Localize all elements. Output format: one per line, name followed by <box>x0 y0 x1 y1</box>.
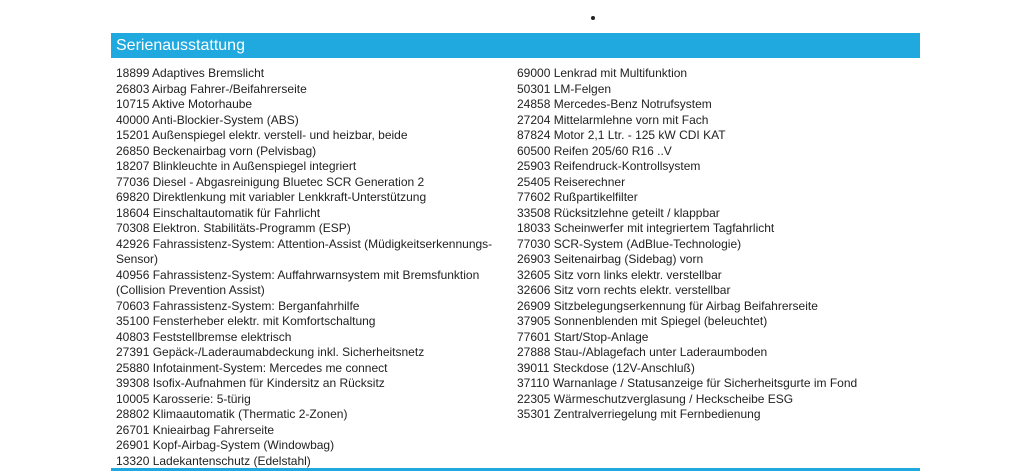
equipment-item: 77601 Start/Stop-Anlage <box>517 329 649 344</box>
equipment-item: 13320 Ladekantenschutz (Edelstahl) <box>116 453 311 468</box>
equipment-item: 22305 Wärmeschutzverglasung / Heckscheibe ESG <box>517 391 794 406</box>
bullet-dot <box>591 16 595 20</box>
equipment-item: 32606 Sitz vorn rechts elektr. verstellbar <box>517 283 731 297</box>
equipment-item: 27391 Gepäck-/Laderaumabdeckung inkl. Sicherheitsnetz <box>116 345 425 359</box>
equipment-item: 25880 Infotainment-System: Mercedes me connect <box>116 360 388 375</box>
equipment-item: 18033 Scheinwerfer mit integriertem Tagfahrlicht <box>517 221 775 235</box>
equipment-item: 37905 Sonnenblenden mit Spiegel (beleuchtet) <box>517 314 768 328</box>
equipment-item: 10715 Aktive Motorhaube <box>116 97 253 111</box>
equipment-item: 69000 Lenkrad mit Multifunktion <box>517 66 688 80</box>
equipment-list-left <box>116 66 496 469</box>
equipment-item: 37110 Warnanlage / Statusanzeige für Sicherheitsgurte im Fond <box>517 376 858 390</box>
equipment-item: 40000 Anti-Blockier-System (ABS) <box>116 112 299 127</box>
equipment-item: 70308 Elektron. Stabilitäts-Programm (ESP) <box>116 221 351 235</box>
equipment-item: 40956 Fahrassistenz-System: Auffahrwarnsystem mit Bremsfunktion (Collision Prevention Assist) <box>116 267 480 297</box>
equipment-item: 39308 Isofix-Aufnahmen für Kindersitz an Rücksitz <box>116 376 385 390</box>
equipment-item: 15201 Außenspiegel elektr. verstell- und heizbar, beide <box>116 128 408 142</box>
equipment-item: 40803 Feststellbremse elektrisch <box>116 329 292 344</box>
equipment-item: 28802 Klimaautomatik (Thermatic 2-Zonen) <box>116 407 348 421</box>
equipment-list-right <box>517 66 917 423</box>
equipment-item: 39011 Steckdose (12V-Anschluß) <box>517 360 695 375</box>
equipment-item: 70603 Fahrassistenz-System: Berganfahrhilfe <box>116 298 360 313</box>
equipment-item: 26901 Kopf-Airbag-System (Windowbag) <box>116 438 335 452</box>
equipment-item: 35301 Zentralverriegelung mit Fernbedienung <box>517 407 761 421</box>
equipment-item: 25405 Reiserechner <box>517 174 626 189</box>
equipment-item: 77036 Diesel - Abgasreinigung Bluetec SCR Generation 2 <box>116 174 425 189</box>
equipment-item: 27888 Stau-/Ablagefach unter Laderaumboden <box>517 345 768 359</box>
equipment-item: 18604 Einschaltautomatik für Fahrlicht <box>116 205 321 220</box>
equipment-item: 26909 Sitzbelegungserkennung für Airbag Beifahrerseite <box>517 298 818 313</box>
equipment-item: 35100 Fensterheber elektr. mit Komfortschaltung <box>116 314 376 328</box>
equipment-item: 25903 Reifendruck-Kontrollsystem <box>517 159 701 173</box>
equipment-item: 26803 Airbag Fahrer-/Beifahrerseite <box>116 81 307 96</box>
equipment-item: 26850 Beckenairbag vorn (Pelvisbag) <box>116 143 317 158</box>
equipment-item: 27204 Mittelarmlehne vorn mit Fach <box>517 112 709 127</box>
section-header <box>111 33 920 58</box>
equipment-item: 24858 Mercedes-Benz Notrufsystem <box>517 97 712 111</box>
equipment-item: 77030 SCR-System (AdBlue-Technologie) <box>517 236 742 251</box>
equipment-item: 69820 Direktlenkung mit variabler Lenkkraft-Unterstützung <box>116 190 427 204</box>
equipment-item: 26903 Seitenairbag (Sidebag) vorn <box>517 252 704 266</box>
equipment-item: 33508 Rücksitzlehne geteilt / klappbar <box>517 205 720 220</box>
equipment-item: 26701 Knieairbag Fahrerseite <box>116 422 275 437</box>
equipment-item: 10005 Karosserie: 5-türig <box>116 391 251 406</box>
equipment-item: 60500 Reifen 205/60 R16 ..V <box>517 143 672 158</box>
equipment-item: 50301 LM-Felgen <box>517 81 612 96</box>
equipment-item: 77602 Rußpartikelfilter <box>517 190 638 204</box>
equipment-item: 87824 Motor 2,1 Ltr. - 125 kW CDI KAT <box>517 128 726 142</box>
equipment-item: 18207 Blinkleuchte in Außenspiegel integriert <box>116 159 357 173</box>
equipment-item: 42926 Fahrassistenz-System: Attention-Assist (Müdigkeitserkennungs-Sensor) <box>116 236 493 266</box>
equipment-item: 32605 Sitz vorn links elektr. verstellbar <box>517 267 722 282</box>
section-title: Serienausstattung <box>116 37 245 54</box>
equipment-item: 18899 Adaptives Bremslicht <box>116 66 265 80</box>
